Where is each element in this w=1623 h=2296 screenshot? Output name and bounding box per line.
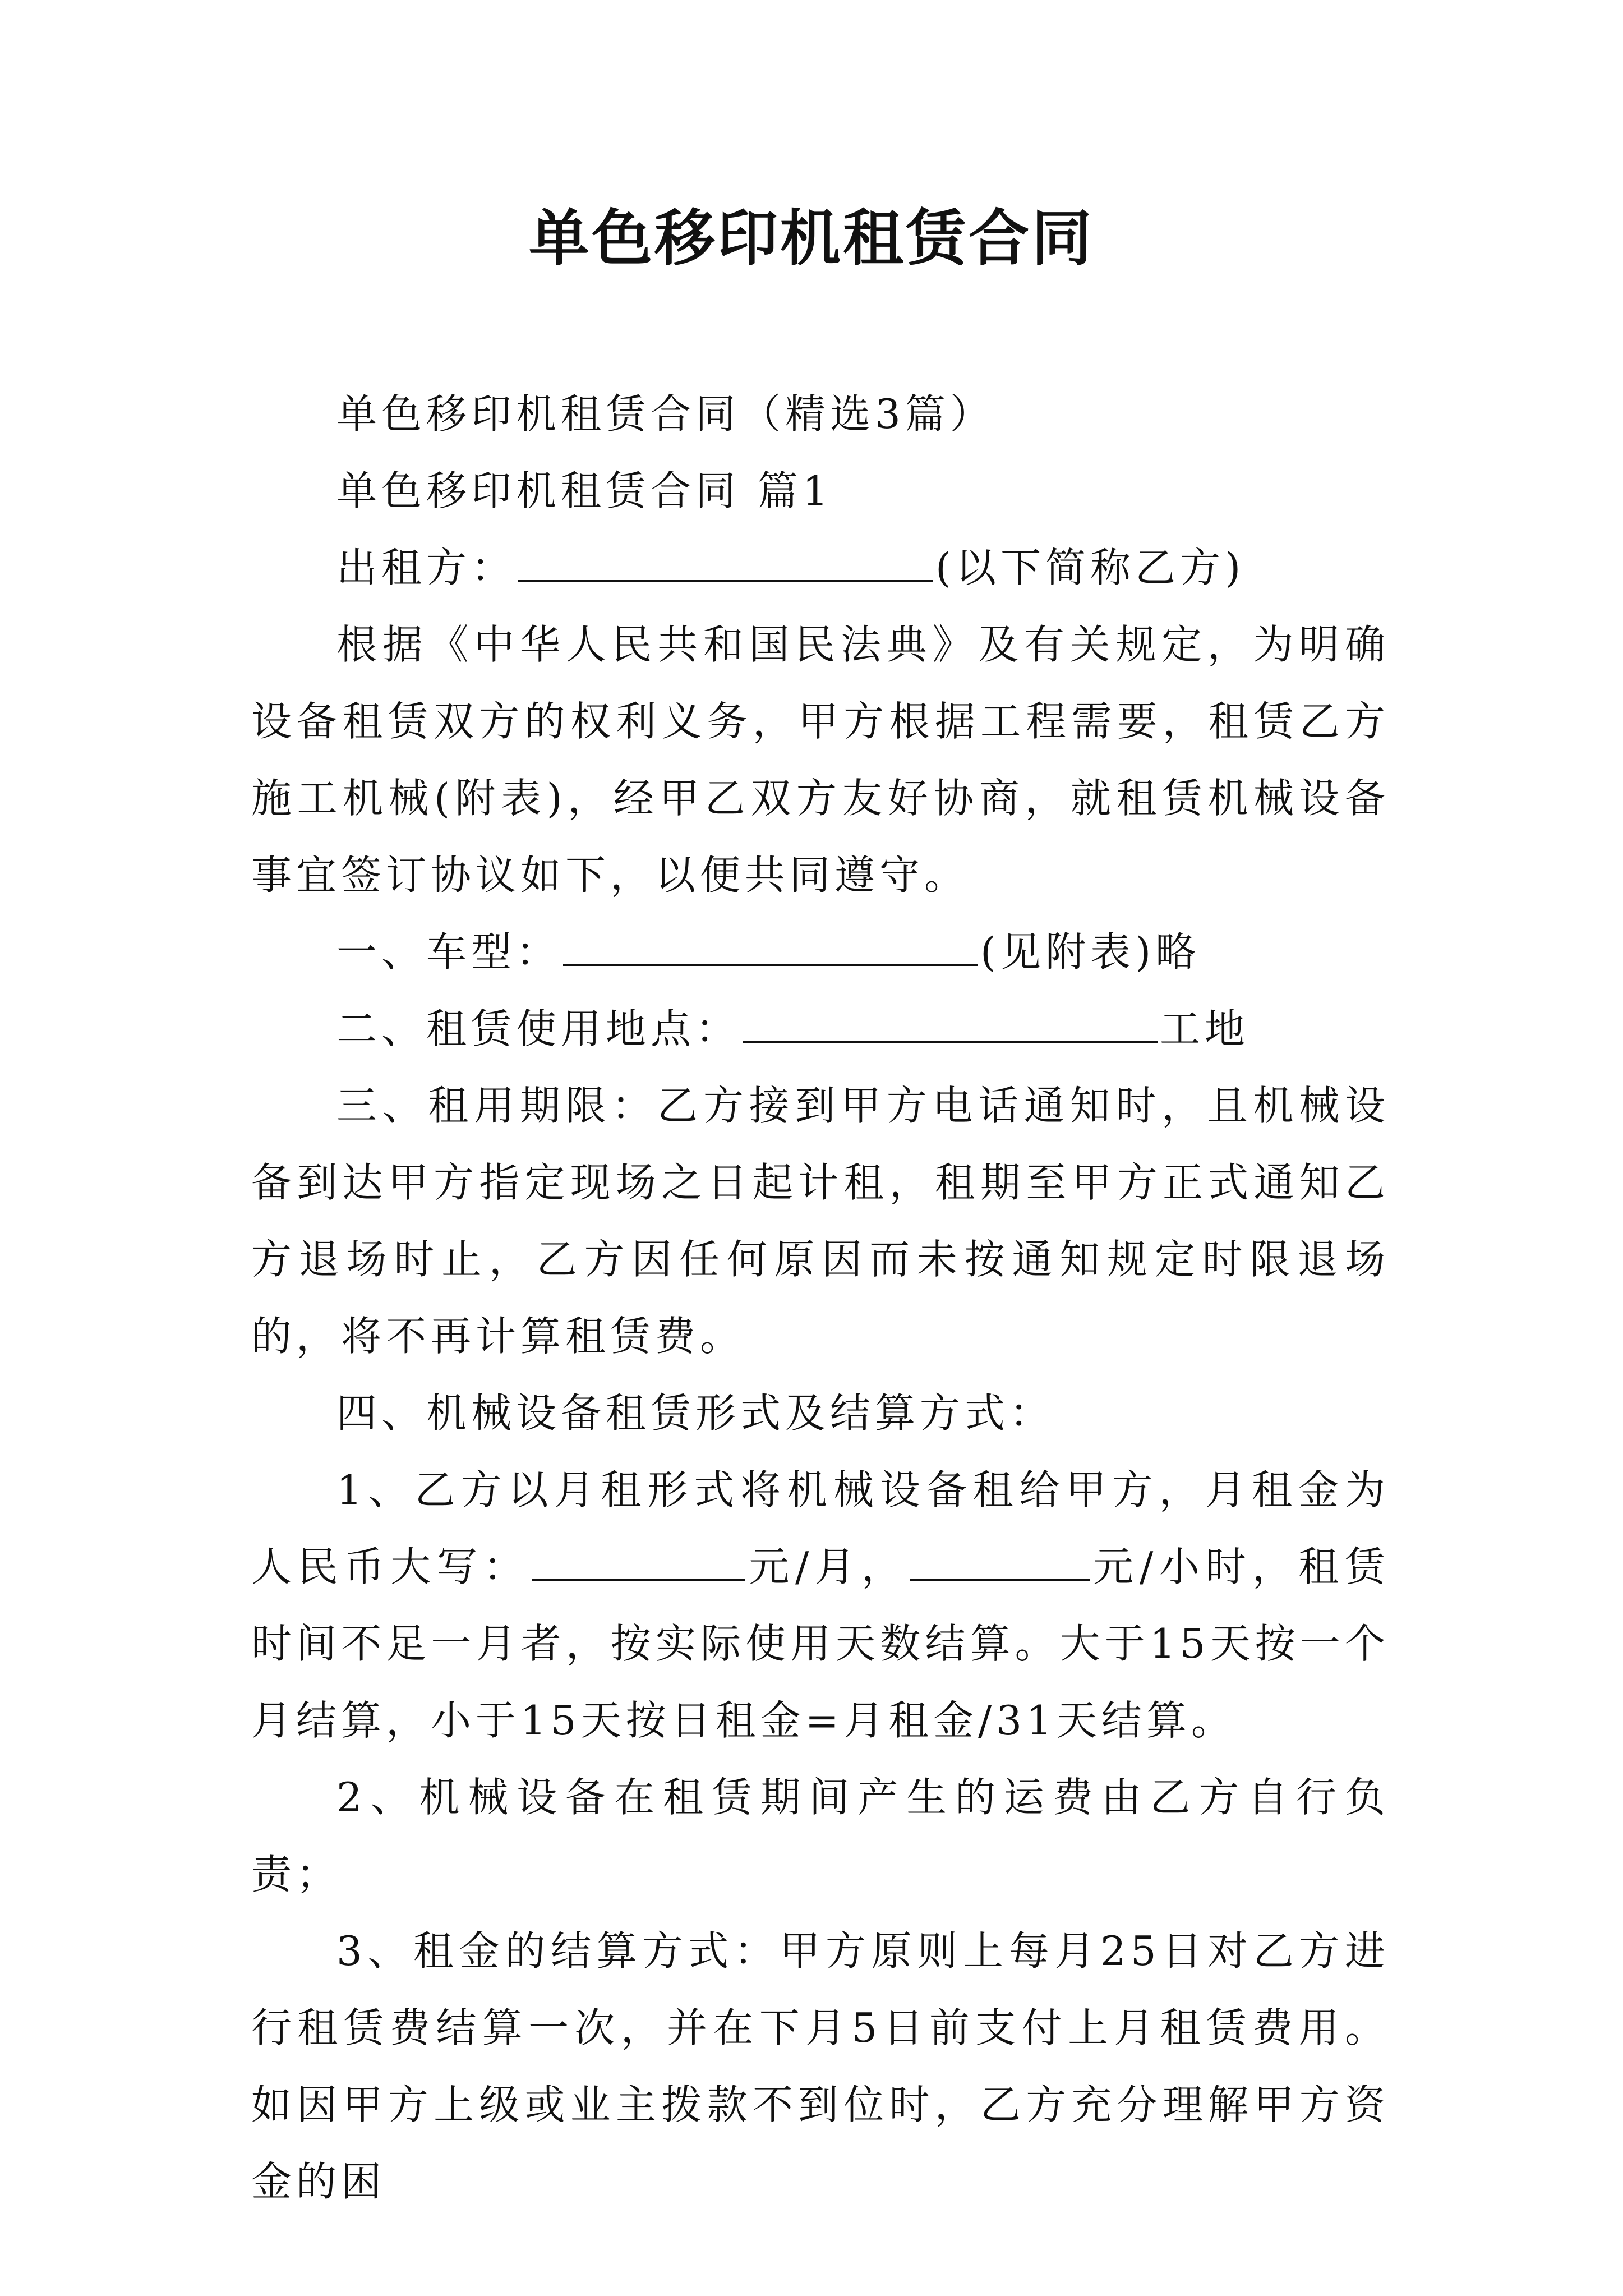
subtitle: 单色移印机租赁合同（精选3篇）	[336, 390, 995, 438]
clause-location-label: 二、租赁使用地点：	[336, 1005, 741, 1052]
settlement-item-2: 2、机械设备在租赁期间产生的运费由乙方自行负责；	[251, 1774, 1390, 1898]
vehicle-type-blank	[563, 923, 978, 966]
clause-vehicle-type-suffix: (见附表)略	[980, 928, 1201, 976]
hourly-rent-blank	[910, 1538, 1090, 1581]
lessor-suffix: (以下简称乙方)	[935, 544, 1246, 591]
item1-prefix: 1、乙方以月租形式将机械设备租给甲方，月租金为人民币大写：	[251, 1466, 1390, 1590]
settlement-item-1	[251, 1452, 1390, 1759]
clause-vehicle-type	[251, 914, 1390, 991]
location-blank	[743, 1000, 1158, 1043]
clause-location	[251, 991, 1390, 1068]
item1-unit-month: 元/月，	[747, 1543, 908, 1590]
clause-term: 三、租用期限：乙方接到甲方电话通知时，且机械设备到达甲方指定现场之日起计租，租期至甲方正式通知乙方退场时止，乙方因任何原因而未按通知规定时限退场的，将不再计算租赁费。	[251, 1082, 1390, 1360]
document-title: 单色移印机租赁合同	[528, 203, 1094, 274]
clause-location-suffix: 工地	[1160, 1005, 1250, 1052]
settlement-item-3: 3、租金的结算方式：甲方原则上每月25日对乙方进行租赁费结算一次，并在下月5日前支付上月租赁费用。如因甲方上级或业主拨款不到位时，乙方充分理解甲方资金的困	[251, 1927, 1390, 2205]
item1-rest: 元/小时，租赁时间不足一月者，按实际使用天数结算。大于15天按一个月结算，小于15天按日租金=月租金/31天结算。	[251, 1543, 1390, 1744]
intro-paragraph: 根据《中华人民共和国民法典》及有关规定，为明确设备租赁双方的权利义务，甲方根据工程需要，租赁乙方施工机械(附表)，经甲乙双方友好协商，就租赁机械设备事宜签订协议如下，以便共同遵守。	[251, 621, 1390, 899]
document-body	[251, 376, 1390, 2220]
lessor-label: 出租方：	[336, 544, 517, 591]
monthly-rent-blank	[532, 1538, 745, 1581]
lessor-blank	[518, 539, 933, 582]
clause-settlement-heading: 四、机械设备租赁形式及结算方式：	[336, 1389, 1055, 1437]
clause-vehicle-type-label: 一、车型：	[336, 928, 561, 976]
section-heading: 单色移印机租赁合同 篇1	[336, 467, 833, 514]
lessor-line	[251, 530, 1390, 606]
